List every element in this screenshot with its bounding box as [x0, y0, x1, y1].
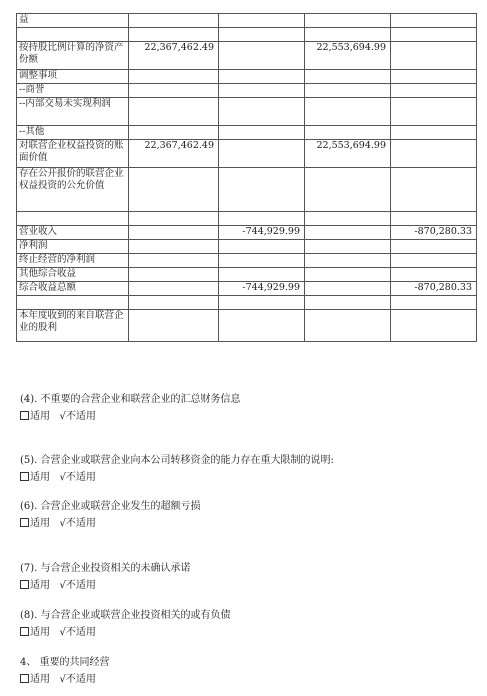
option-label: 适用 [30, 627, 50, 638]
check-mark-icon[interactable]: √ [59, 411, 66, 422]
section-6 [20, 500, 201, 531]
applicability-options [20, 410, 241, 424]
checkbox-applicable[interactable] [20, 472, 29, 481]
cell [305, 14, 391, 28]
cell [391, 126, 477, 140]
row-label: 综合收益总额 [17, 282, 129, 296]
option-label: 不适用 [65, 674, 96, 685]
table-row [17, 28, 477, 42]
cell [391, 212, 477, 226]
section-5 [20, 454, 334, 485]
row-label [17, 296, 129, 310]
option-label: 适用 [30, 674, 50, 685]
cell: 22,367,462.49 [129, 42, 219, 70]
checkbox-applicable[interactable] [20, 411, 29, 420]
cell [129, 240, 219, 254]
cell [129, 254, 219, 268]
checkbox-applicable[interactable] [20, 518, 29, 527]
row-label: 益 [17, 14, 129, 28]
cell [391, 140, 477, 168]
table-row [17, 168, 477, 212]
table-row [17, 42, 477, 70]
option-label: 不适用 [65, 472, 96, 483]
check-mark-icon[interactable]: √ [59, 580, 66, 591]
cell [219, 296, 305, 310]
row-label: 本年度收到的来自联营企业的股利 [17, 310, 129, 342]
cell [129, 28, 219, 42]
section-title: 4、 重要的共同经营 [20, 657, 110, 668]
cell [305, 240, 391, 254]
row-label: 按持股比例计算的净资产份额 [17, 42, 129, 70]
check-mark-icon[interactable]: √ [59, 472, 66, 483]
table-row [17, 254, 477, 268]
row-label: 其他综合收益 [17, 268, 129, 282]
cell: 22,553,694.99 [305, 42, 391, 70]
cell [391, 268, 477, 282]
section-joint-operations [20, 656, 110, 687]
row-label: 存在公开报价的联营企业权益投资的公允价值 [17, 168, 129, 212]
table-row [17, 14, 477, 28]
section-8 [20, 609, 231, 640]
cell: -744,929.99 [219, 226, 305, 240]
cell [129, 212, 219, 226]
cell [391, 310, 477, 342]
cell: 22,553,694.99 [305, 140, 391, 168]
cell [305, 28, 391, 42]
table-row [17, 70, 477, 84]
cell [219, 140, 305, 168]
cell [219, 42, 305, 70]
cell [129, 310, 219, 342]
applicability-options [20, 471, 334, 485]
cell [129, 84, 219, 98]
cell [305, 126, 391, 140]
cell [219, 240, 305, 254]
cell [305, 212, 391, 226]
table-row [17, 296, 477, 310]
cell [391, 84, 477, 98]
cell [219, 14, 305, 28]
checkbox-applicable[interactable] [20, 580, 29, 589]
section-title: (7). 与合营企业投资相关的未确认承诺 [20, 563, 191, 574]
financial-table [16, 13, 477, 342]
cell [305, 282, 391, 296]
cell [129, 70, 219, 84]
cell [219, 268, 305, 282]
cell [305, 296, 391, 310]
cell [219, 126, 305, 140]
cell [219, 168, 305, 212]
cell [305, 254, 391, 268]
cell [129, 268, 219, 282]
cell [129, 98, 219, 126]
table-row [17, 240, 477, 254]
option-label: 适用 [30, 518, 50, 529]
option-label: 不适用 [65, 411, 96, 422]
check-mark-icon[interactable]: √ [59, 518, 66, 529]
row-label: 终止经营的净利润 [17, 254, 129, 268]
cell [129, 126, 219, 140]
cell: 22,367,462.49 [129, 140, 219, 168]
cell: -744,929.99 [219, 282, 305, 296]
cell [129, 282, 219, 296]
checkbox-applicable[interactable] [20, 674, 29, 683]
row-label [17, 28, 129, 42]
cell [219, 310, 305, 342]
row-label: --商誉 [17, 84, 129, 98]
applicability-options [20, 517, 201, 531]
cell [129, 296, 219, 310]
section-title: (5). 合营企业或联营企业向本公司转移资金的能力存在重大限制的说明: [20, 455, 334, 466]
option-label: 不适用 [65, 580, 96, 591]
option-label: 适用 [30, 580, 50, 591]
option-label: 不适用 [65, 627, 96, 638]
cell [391, 240, 477, 254]
table-row [17, 226, 477, 240]
check-mark-icon[interactable]: √ [59, 627, 66, 638]
cell [129, 14, 219, 28]
section-title: (6). 合营企业或联营企业发生的超额亏损 [20, 501, 201, 512]
cell [391, 42, 477, 70]
row-label: 对联营企业权益投资的账面价值 [17, 140, 129, 168]
table-row [17, 140, 477, 168]
table-row [17, 268, 477, 282]
cell [305, 98, 391, 126]
cell [305, 226, 391, 240]
row-label: --其他 [17, 126, 129, 140]
checkbox-applicable[interactable] [20, 627, 29, 636]
cell [219, 212, 305, 226]
applicability-options [20, 579, 191, 593]
section-7 [20, 562, 191, 593]
cell [391, 296, 477, 310]
cell [219, 28, 305, 42]
applicability-options [20, 673, 110, 687]
table-row [17, 310, 477, 342]
cell: -870,280.33 [391, 282, 477, 296]
row-label: --内部交易未实现利润 [17, 98, 129, 126]
cell [391, 254, 477, 268]
cell [305, 84, 391, 98]
table-row [17, 126, 477, 140]
check-mark-icon[interactable]: √ [59, 674, 66, 685]
option-label: 不适用 [65, 518, 96, 529]
cell [391, 14, 477, 28]
row-label: 营业收入 [17, 226, 129, 240]
applicability-options [20, 626, 231, 640]
cell [219, 84, 305, 98]
row-label: 净利润 [17, 240, 129, 254]
cell [391, 98, 477, 126]
cell [129, 168, 219, 212]
cell [305, 268, 391, 282]
row-label: 调整事项 [17, 70, 129, 84]
cell [129, 226, 219, 240]
cell [219, 70, 305, 84]
cell [305, 70, 391, 84]
cell [305, 168, 391, 212]
cell [391, 168, 477, 212]
row-label [17, 212, 129, 226]
section-4 [20, 393, 241, 424]
option-label: 适用 [30, 472, 50, 483]
table-row [17, 282, 477, 296]
cell [391, 70, 477, 84]
cell [391, 28, 477, 42]
cell [305, 310, 391, 342]
section-title: (8). 与合营企业或联营企业投资相关的或有负债 [20, 610, 231, 621]
table-row [17, 212, 477, 226]
cell [219, 254, 305, 268]
table-row [17, 84, 477, 98]
option-label: 适用 [30, 411, 50, 422]
cell: -870,280.33 [391, 226, 477, 240]
section-title: (4). 不重要的合营企业和联营企业的汇总财务信息 [20, 394, 241, 405]
table-row [17, 98, 477, 126]
cell [219, 98, 305, 126]
